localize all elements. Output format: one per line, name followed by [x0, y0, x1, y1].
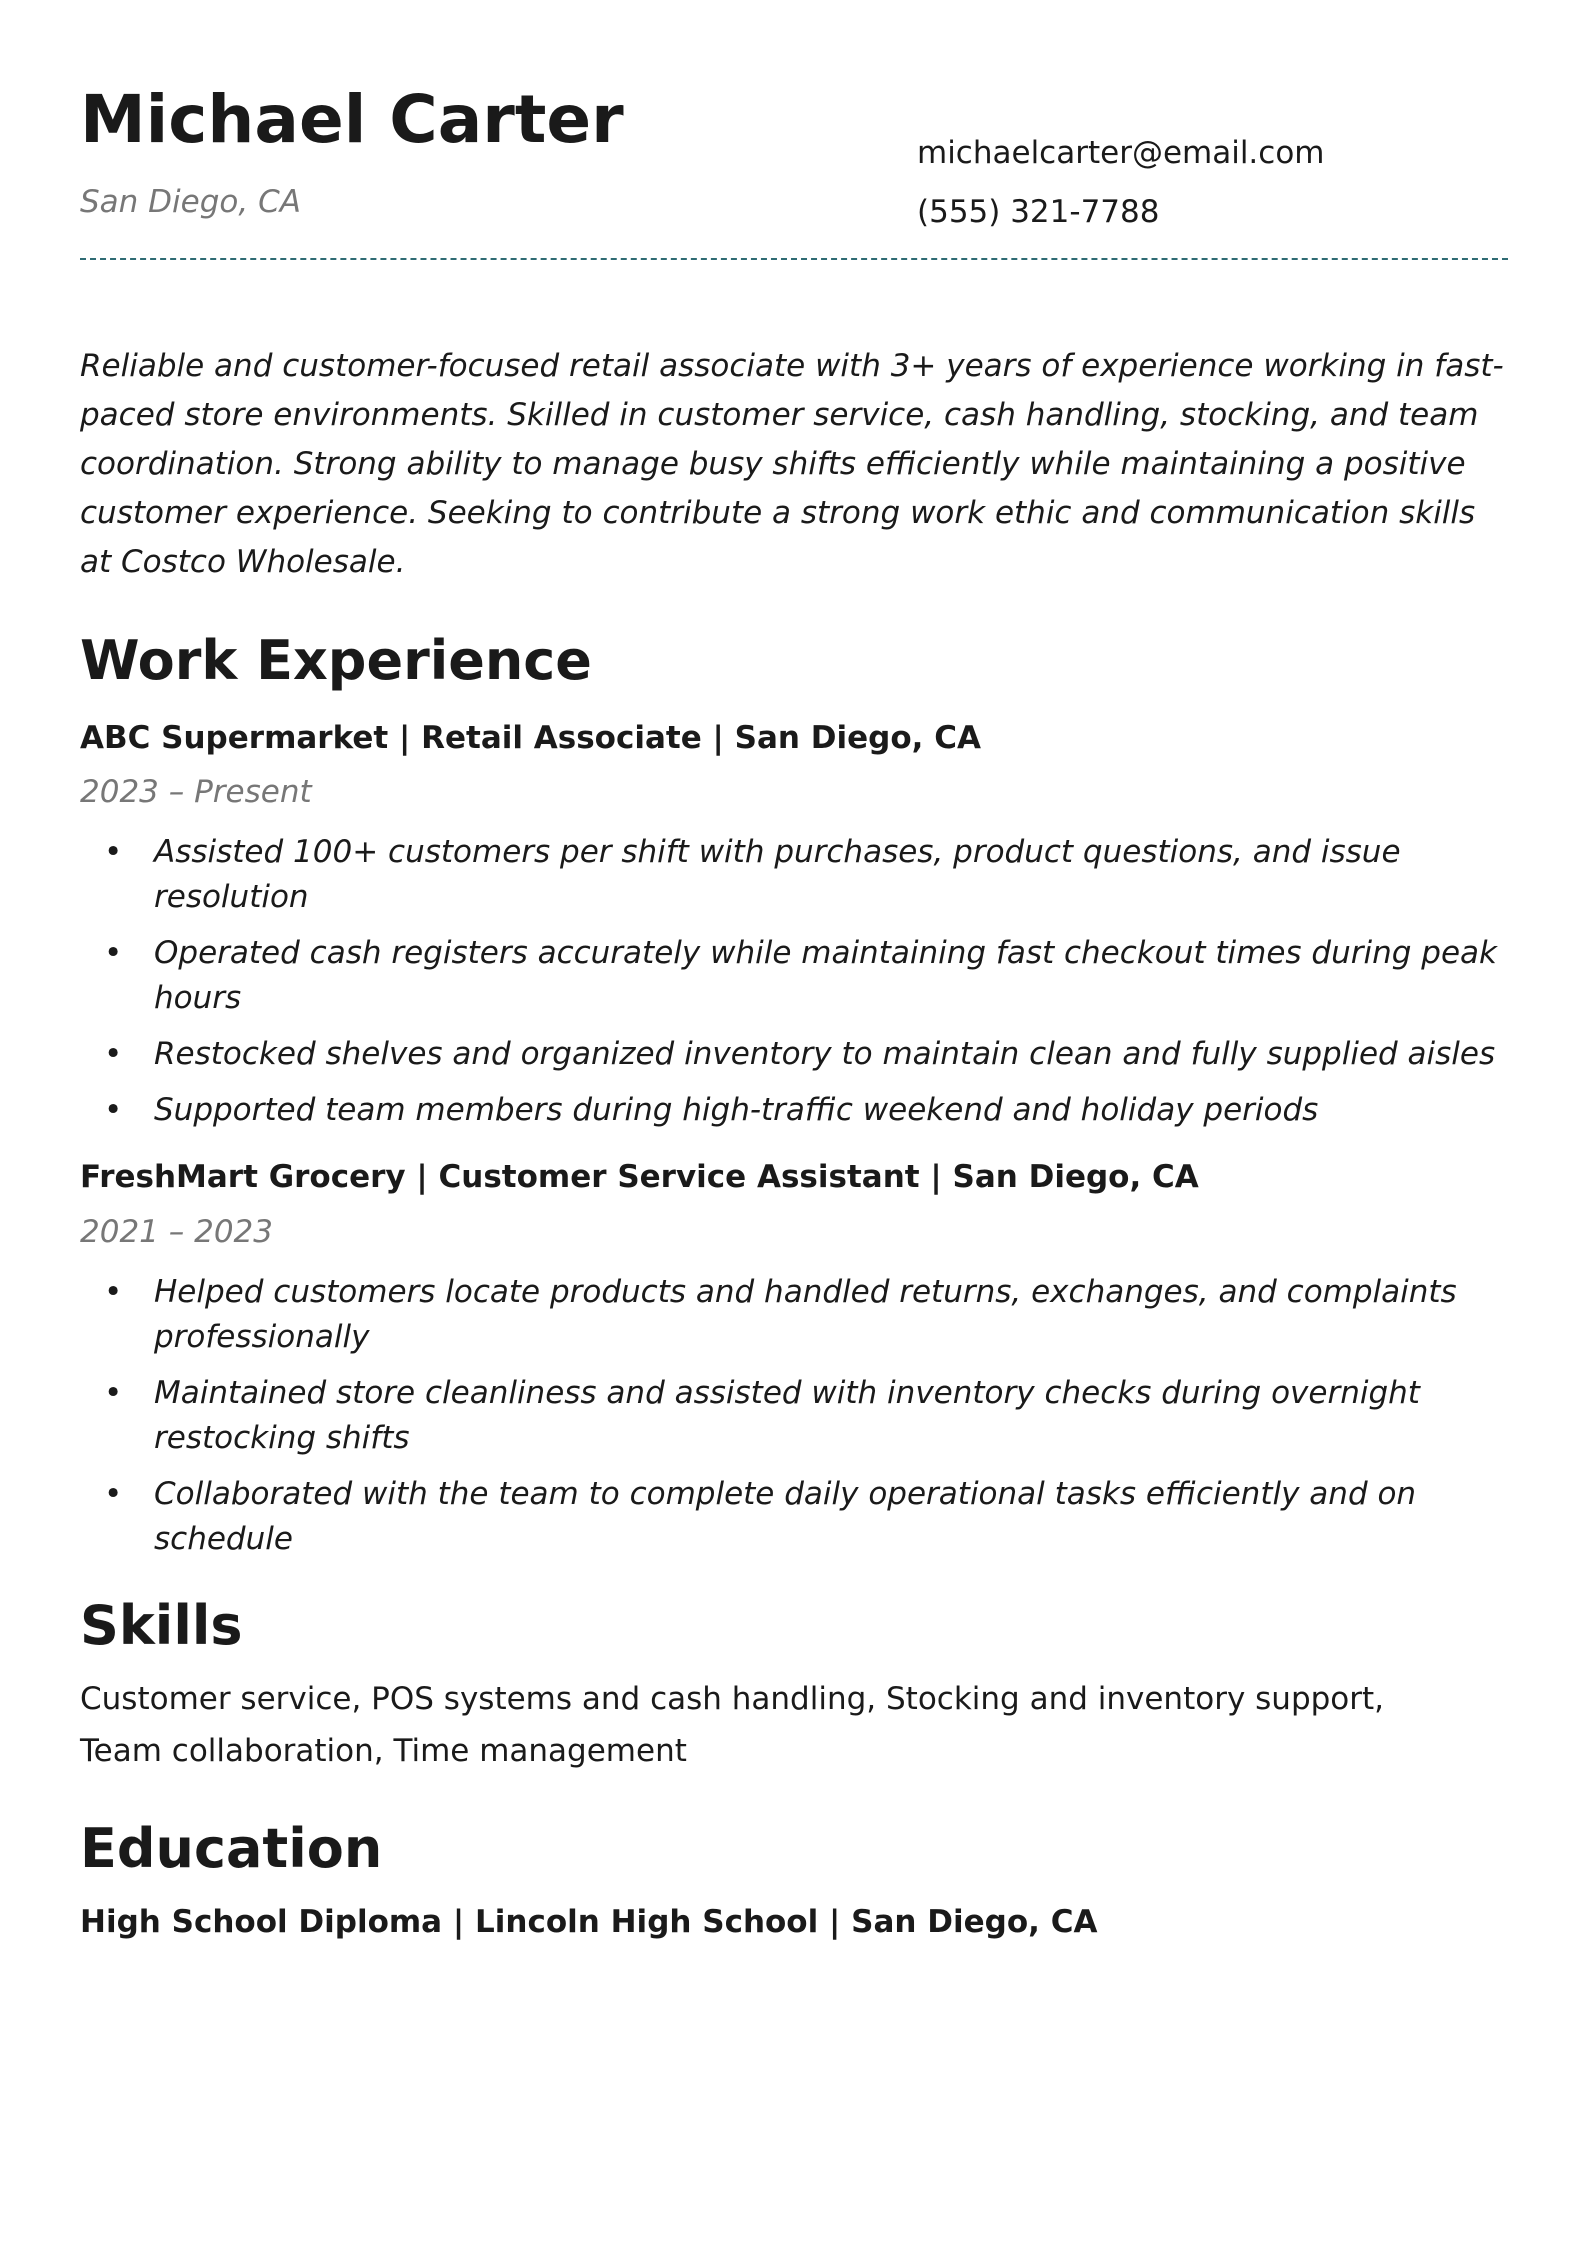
header-divider — [80, 258, 1508, 260]
list-item — [104, 1270, 1508, 1360]
bullet-text: Collaborated with the team to complete daily operational tasks efficiently and on schedule — [154, 1475, 1417, 1557]
bullet-icon: • — [104, 834, 123, 871]
bullet-text: Assisted 100+ customers per shift with purchases, product questions, and issue resolution — [154, 834, 1401, 916]
list-item — [104, 1088, 1508, 1133]
contact-block — [917, 124, 1325, 242]
job-dates: 2023 – Present — [80, 774, 312, 811]
job-heading: ABC Supermarket | Retail Associate | San Diego, CA — [80, 719, 981, 756]
job-bullets — [80, 830, 1508, 1133]
contact-email: michaelcarter@email.com — [917, 135, 1325, 171]
job-bullets — [80, 1270, 1508, 1562]
section-title-work-experience: Work Experience — [80, 629, 592, 692]
job-entry — [80, 718, 1508, 1134]
candidate-location: San Diego, CA — [80, 184, 301, 220]
list-item — [104, 1371, 1508, 1461]
section-title-education: Education — [80, 1816, 383, 1880]
bullet-text: Maintained store cleanliness and assisted with inventory checks during overnight restocking shifts — [154, 1374, 1420, 1456]
list-item — [104, 1472, 1508, 1562]
job-entry — [80, 1157, 1508, 1562]
bullet-icon: • — [104, 1374, 123, 1411]
list-item — [104, 830, 1508, 920]
bullet-text: Supported team members during high-traffic weekend and holiday periods — [154, 1092, 1319, 1129]
bullet-icon: • — [104, 1092, 123, 1129]
education-entry: High School Diploma | Lincoln High School | San Diego, CA — [80, 1903, 1098, 1940]
bullet-icon: • — [104, 1036, 123, 1073]
professional-summary: Reliable and customer-focused retail associate with 3+ years of experience working in fast-paced store environments. Skilled in customer service, cash handling, stocking, and team coordination. Strong ability to manage busy shifts efficiently while maintaining a positive customer experience. Seeking to contribute a strong work ethic and communication skills at Costco Wholesale. — [80, 348, 1504, 580]
list-item — [104, 931, 1508, 1021]
resume-header — [80, 80, 1508, 250]
bullet-icon: • — [104, 1475, 123, 1512]
bullet-text: Restocked shelves and organized inventory to maintain clean and fully supplied aisles — [154, 1036, 1496, 1073]
list-item — [104, 1032, 1508, 1077]
bullet-icon: • — [104, 1273, 123, 1310]
skills-list: Customer service, POS systems and cash handling, Stocking and inventory support, Team collaboration, Time management — [80, 1680, 1385, 1769]
bullet-text: Helped customers locate products and handled returns, exchanges, and complaints professionally — [154, 1273, 1457, 1355]
contact-phone: (555) 321-7788 — [917, 194, 1160, 230]
bullet-text: Operated cash registers accurately while maintaining fast checkout times during peak hours — [154, 935, 1497, 1017]
candidate-name: Michael Carter — [80, 81, 624, 158]
section-title-skills: Skills — [80, 1593, 243, 1657]
job-dates: 2021 – 2023 — [80, 1213, 273, 1250]
job-heading: FreshMart Grocery | Customer Service Assistant | San Diego, CA — [80, 1159, 1199, 1196]
bullet-icon: • — [104, 935, 123, 972]
